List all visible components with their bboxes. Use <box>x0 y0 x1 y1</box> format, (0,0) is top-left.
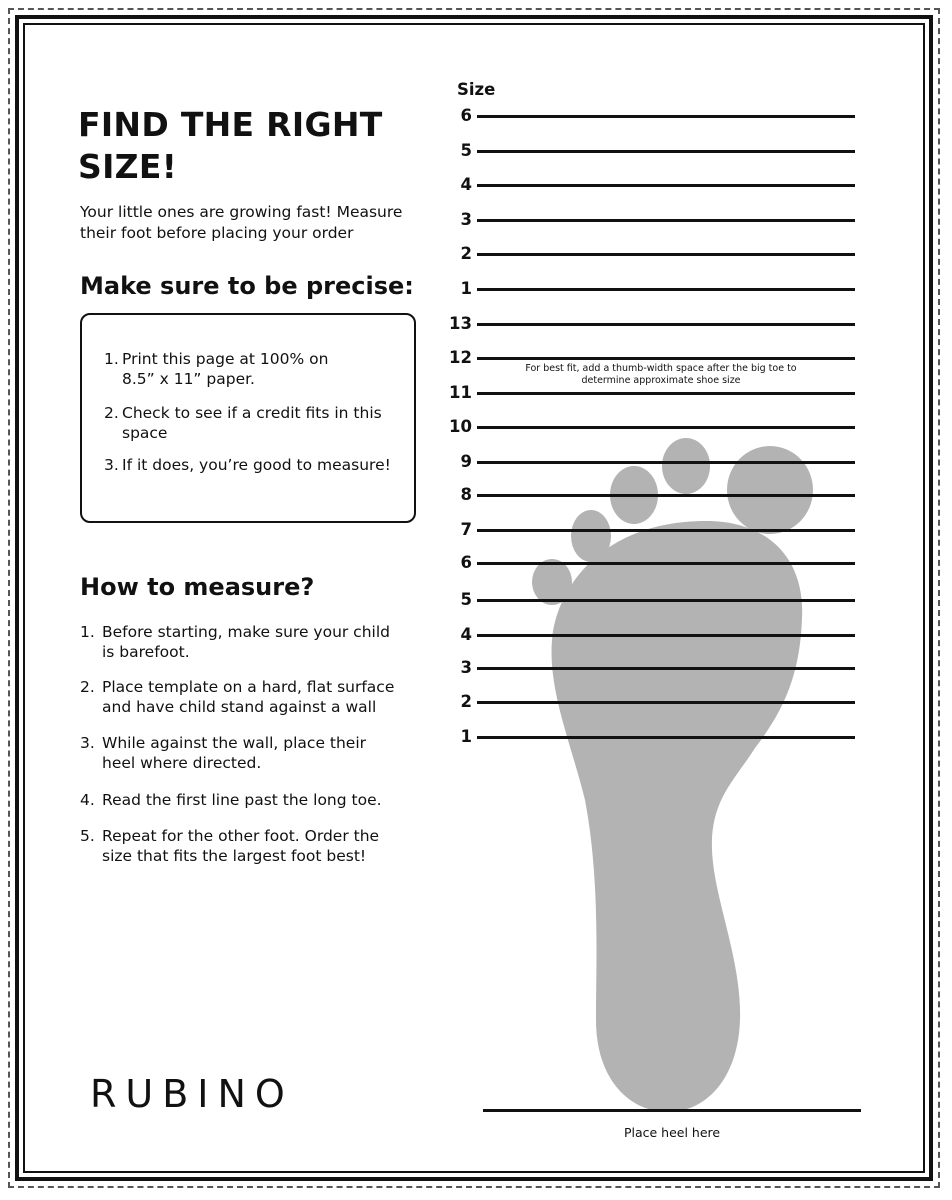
big-toe <box>727 446 813 534</box>
howto-step-1 <box>80 622 400 662</box>
page-title: FIND THE RIGHT SIZE! <box>78 105 383 186</box>
size-line <box>477 184 855 187</box>
size-line <box>477 150 855 153</box>
precise-step-text: Print this page at 100% on 8.5” x 11” paper. <box>122 350 329 388</box>
precise-step-3 <box>104 455 409 475</box>
howto-step-2 <box>80 677 405 717</box>
size-line <box>477 461 855 464</box>
size-line <box>477 253 855 256</box>
precise-step-number: 1. <box>104 350 119 368</box>
howto-step-number: 1. <box>80 623 95 641</box>
precise-heading: Make sure to be precise: <box>80 272 414 300</box>
precise-step-1 <box>104 349 364 389</box>
precise-step-text: Check to see if a credit fits in this space <box>122 404 382 442</box>
size-number: 2 <box>460 692 472 711</box>
size-column-label: Size <box>457 80 496 99</box>
howto-step-text: Repeat for the other foot. Order the size that fits the largest foot best! <box>102 827 380 865</box>
howto-step-text: Place template on a hard, flat surface and have child stand against a wall <box>102 678 395 716</box>
precise-step-number: 3. <box>104 456 119 474</box>
size-number: 3 <box>460 658 472 677</box>
heel-label: Place heel here <box>623 1125 721 1140</box>
size-line <box>477 392 855 395</box>
size-number: 2 <box>460 244 472 263</box>
size-line <box>477 701 855 704</box>
size-line <box>477 736 855 739</box>
precise-step-number: 2. <box>104 404 119 422</box>
size-line <box>477 599 855 602</box>
size-number: 6 <box>460 553 472 572</box>
howto-step-number: 5. <box>80 827 95 845</box>
howto-heading: How to measure? <box>80 573 315 601</box>
size-line <box>477 562 855 565</box>
howto-step-number: 2. <box>80 678 95 696</box>
howto-step-3 <box>80 733 385 773</box>
foot-sole <box>552 521 803 1112</box>
howto-step-5 <box>80 826 390 866</box>
howto-step-text: While against the wall, place their heel where directed. <box>102 734 367 772</box>
size-number: 12 <box>449 348 472 367</box>
size-number: 1 <box>460 279 472 298</box>
toe-2 <box>662 438 710 494</box>
toe-4 <box>571 510 611 562</box>
size-number: 5 <box>460 590 472 609</box>
intro-text: Your little ones are growing fast! Measure their foot before placing your order <box>80 203 403 242</box>
size-line <box>477 323 855 326</box>
size-line <box>477 115 855 118</box>
precise-step-2 <box>104 403 404 443</box>
size-number: 4 <box>460 175 472 194</box>
size-line <box>477 426 855 429</box>
howto-step-text: Before starting, make sure your child is barefoot. <box>102 623 390 661</box>
size-number: 8 <box>460 485 472 504</box>
size-number: 13 <box>449 314 472 333</box>
howto-step-number: 4. <box>80 791 95 809</box>
fit-note: For best fit, add a thumb-width space after the big toe to determine approximate shoe size <box>525 363 797 386</box>
size-line <box>477 494 855 497</box>
size-line <box>477 219 855 222</box>
size-line <box>477 529 855 532</box>
size-number: 3 <box>460 210 472 229</box>
size-number: 9 <box>460 452 472 471</box>
size-number: 7 <box>460 520 472 539</box>
heel-line <box>483 1109 861 1112</box>
brand-logo: RUBINO <box>90 1072 294 1116</box>
size-number: 10 <box>449 417 472 436</box>
size-number: 6 <box>460 106 472 125</box>
size-number: 1 <box>460 727 472 746</box>
howto-step-number: 3. <box>80 734 95 752</box>
size-number: 5 <box>460 141 472 160</box>
size-line <box>477 357 855 360</box>
size-line <box>477 288 855 291</box>
size-number: 11 <box>449 383 472 402</box>
precise-step-text: If it does, you’re good to measure! <box>122 456 391 474</box>
footprint-icon <box>440 420 860 1120</box>
size-line <box>477 634 855 637</box>
size-number: 4 <box>460 625 472 644</box>
howto-step-text: Read the first line past the long toe. <box>102 791 382 809</box>
howto-step-4 <box>80 790 405 810</box>
size-line <box>477 667 855 670</box>
